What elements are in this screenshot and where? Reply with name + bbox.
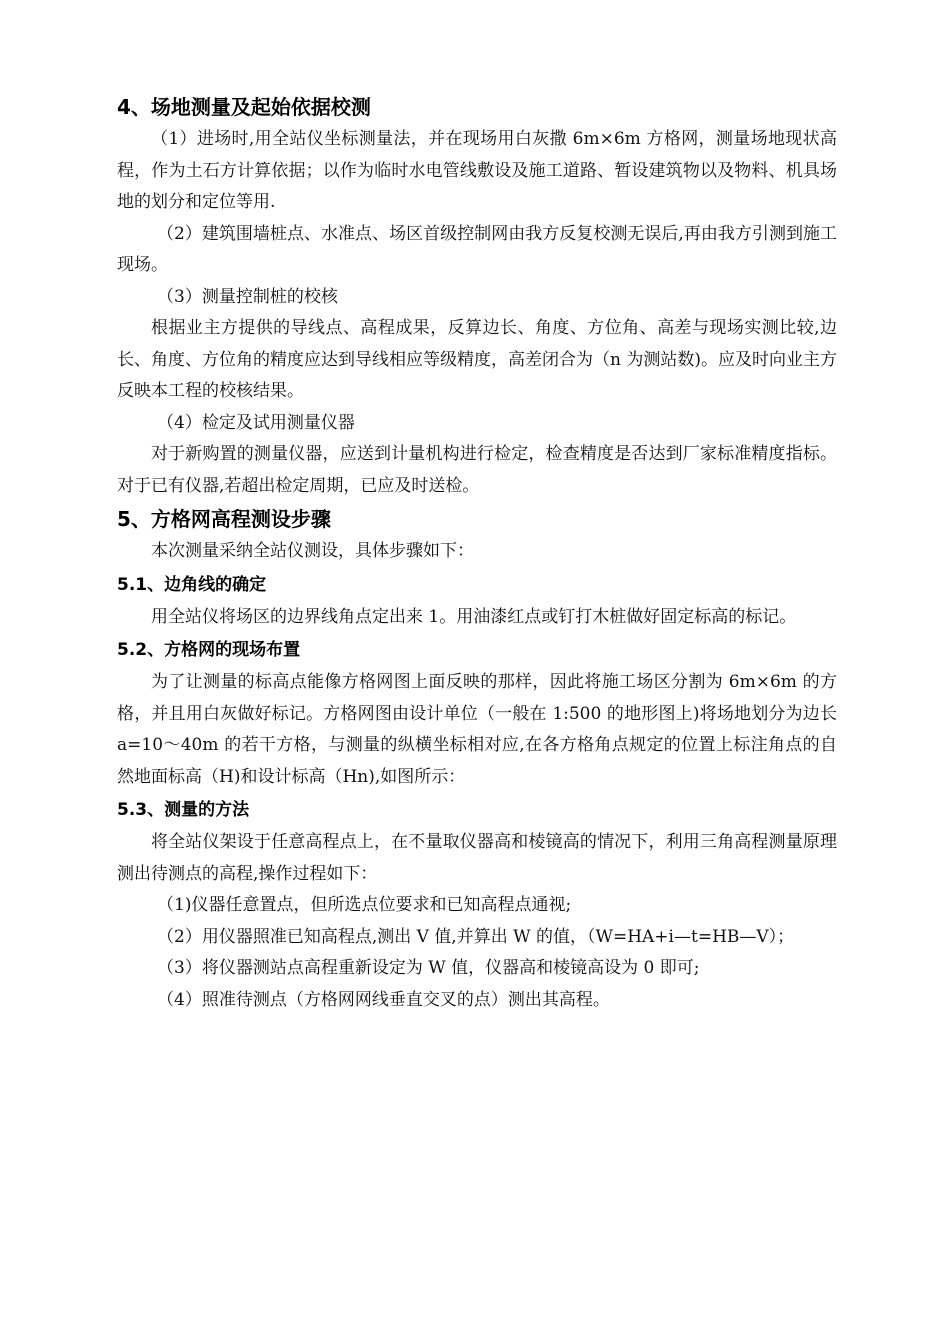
section-5-3-paragraph-1: 将全站仪架设于任意高程点上，在不量取仪器高和棱镜高的情况下，利用三角高程测量原理测出待测点的高程,操作过程如下：: [117, 832, 837, 884]
section-5-2-heading: 5.2、方格网的现场布置: [117, 640, 301, 660]
section-5-paragraph-1: 本次测量采纳全站仪测设，具体步骤如下：: [151, 541, 474, 561]
section-4-paragraph-1: （1）进场时,用全站仪坐标测量法，并在现场用白灰撒 6m×6m 方格网，测量场地现状高程，作为土石方计算依据；以作为临时水电管线敷设及施工道路、暂设建筑物以及物料、机具场地的划分和定位等用.: [117, 129, 837, 212]
section-5-3-paragraph-2: （1)仪器任意置点，但所选点位要求和已知高程点通视;: [157, 895, 572, 915]
section-4-heading: 4、场地测量及起始依据校测: [117, 95, 371, 119]
section-5-2-paragraph-1: 为了让测量的标高点能像方格网图上面反映的那样，因此将施工场区分割为 6m×6m 的方格，并且用白灰做好标记。方格网图由设计单位（一般在 1:500 的地形图上)将场地划分为边长 a=10～40m 的若干方格，与测量的纵横坐标相对应,在各方格角点规定的位置上标注角点的自然地面标高（H)和设计标高（Hn),如图所示：: [117, 672, 837, 787]
section-4-paragraph-4: 根据业主方提供的导线点、高程成果，反算边长、角度、方位角、高差与现场实测比较,边长、角度、方位角的精度应达到导线相应等级精度，高差闭合为（n 为测站数)。应及时向业主方反映本工程的校核结果。: [117, 318, 837, 401]
section-4-paragraph-6: 对于新购置的测量仪器，应送到计量机构进行检定，检查精度是否达到厂家标准精度指标。对于已有仪器,若超出检定周期，已应及时送检。: [117, 444, 837, 496]
section-5-3-heading: 5.3、测量的方法: [117, 800, 250, 820]
section-5-1-heading: 5.1、边角线的确定: [117, 574, 267, 595]
section-5-1-paragraph-1: 用全站仪将场区的边界线角点定出来 1。用油漆红点或钉打木桩做好固定标高的标记。: [151, 606, 797, 627]
section-5-3-paragraph-4: （3）将仪器测站点高程重新设定为 W 值，仪器高和棱镜高设为 0 即可;: [157, 958, 700, 978]
section-4-paragraph-3: （3）测量控制桩的校核: [157, 286, 338, 307]
document-body: [117, 90, 837, 1016]
section-4-paragraph-2: （2）建筑围墙桩点、水准点、场区首级控制网由我方反复校测无误后,再由我方引测到施工现场。: [117, 223, 837, 275]
section-5-3-paragraph-3: （2）用仪器照准已知高程点,测出 V 值,并算出 W 的值，（W=HA+i—t=HB—V）；: [157, 926, 795, 947]
section-5-heading: 5、方格网高程测设步骤: [117, 507, 331, 531]
section-4-paragraph-5: （4）检定及试用测量仪器: [157, 412, 355, 433]
section-5-3-paragraph-5: （4）照准待测点（方格网网线垂直交叉的点）测出其高程。: [157, 989, 610, 1010]
